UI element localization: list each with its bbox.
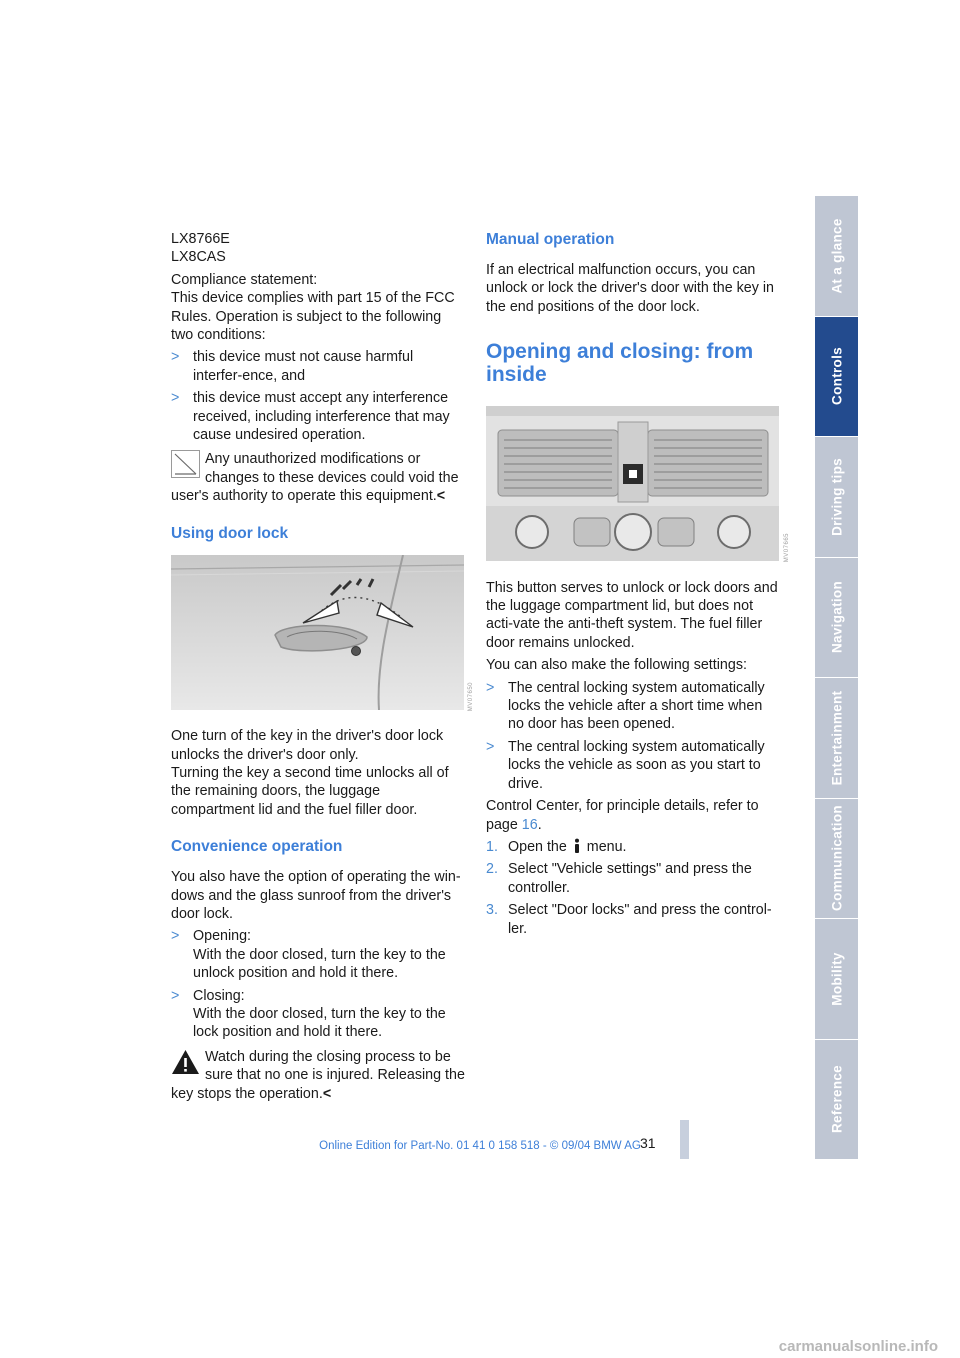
tab-navigation[interactable]: Navigation xyxy=(815,558,858,678)
convenience-text: You also have the option of operating the win-dows and the glass sunroof from the driver's door lock. xyxy=(171,869,461,922)
tab-mobility[interactable]: Mobility xyxy=(815,919,858,1039)
bullet-item: > The central locking system automatically locks the vehicle as soon as you start to drive. xyxy=(486,738,765,792)
info-menu-icon xyxy=(572,838,582,854)
right-column xyxy=(486,230,790,942)
image-ref-code: MV07650 xyxy=(467,681,474,712)
step-number: 1. xyxy=(486,838,498,855)
heading-opening-closing-inside: Opening and closing: from inside xyxy=(486,340,754,387)
step-item: 2. Select "Vehicle settings" and press the controller. xyxy=(486,861,752,896)
intro-line: LX8CAS xyxy=(171,249,226,266)
note-text-cont: user's authority to operate this equipment.< xyxy=(171,488,446,505)
left-column xyxy=(171,230,474,1107)
bullet-marker: > xyxy=(171,390,180,407)
page-link[interactable]: 16 xyxy=(521,816,538,833)
door-lock-text: Turning the key a second time unlocks all of the remaining doors, the luggage compartment lid and the fuel filler door. xyxy=(171,764,449,818)
bullet-marker: > xyxy=(171,349,180,366)
settings-intro: You can also make the following settings: xyxy=(486,657,747,674)
center-console-image xyxy=(486,406,790,566)
note-box xyxy=(171,450,466,505)
footer-edition: Online Edition for Part-No. 01 41 0 158 518 - © 09/04 BMW AG xyxy=(319,1140,641,1152)
tab-entertainment[interactable]: Entertainment xyxy=(815,678,858,798)
chapter-sidebar xyxy=(815,196,858,1160)
bullet-marker: > xyxy=(171,928,180,945)
door-lock-image xyxy=(171,555,474,715)
heading-manual-operation: Manual operation xyxy=(486,231,615,248)
bullet-item: > The central locking system automatically locks the vehicle after a short time when no door has been opened. xyxy=(486,679,765,733)
note-text: Any unauthorized modifications or changes to these devices could void the xyxy=(205,451,459,486)
control-center-text: Control Center, for principle details, refer to page 16. xyxy=(486,798,759,833)
tab-reference[interactable]: Reference xyxy=(815,1040,858,1160)
tab-controls[interactable]: Controls xyxy=(815,317,858,437)
tab-communication[interactable]: Communication xyxy=(815,799,858,919)
bullet-item: > this device must accept any interference received, including interference that may cause undesired operation. xyxy=(171,390,450,444)
end-mark: < xyxy=(322,1085,332,1102)
image-ref-code: MV07665 xyxy=(783,533,790,563)
warning-icon xyxy=(171,1048,200,1076)
bullet-marker: > xyxy=(486,679,495,696)
manual-text: If an electrical malfunction occurs, you can unlock or lock the driver's door with the key in the end positions of the door lock. xyxy=(486,262,775,315)
step-number: 3. xyxy=(486,902,498,919)
warning-text-cont: key stops the operation.< xyxy=(171,1085,332,1102)
bullet-item: > Opening: With the door closed, turn the key to the unlock position and hold it there. xyxy=(171,928,446,982)
page-number: 31 xyxy=(640,1135,656,1151)
center-console-illustration xyxy=(486,406,779,561)
end-mark: < xyxy=(436,488,446,505)
bullet-marker: > xyxy=(171,987,180,1004)
intro-line: LX8766E xyxy=(171,231,230,247)
tab-at-a-glance[interactable]: At a glance xyxy=(815,196,858,316)
door-handle-illustration xyxy=(171,555,464,710)
warning-box xyxy=(171,1048,466,1103)
step-number: 2. xyxy=(486,861,498,878)
watermark: carmanualsonline.info xyxy=(778,1338,938,1355)
tab-driving-tips[interactable]: Driving tips xyxy=(815,437,858,557)
bullet-item: > Closing: With the door closed, turn the key to the lock position and hold it there. xyxy=(171,987,446,1041)
compliance-label: Compliance statement: xyxy=(171,271,318,288)
button-text: This button serves to unlock or lock doors and the luggage compartment lid, but does not acti-vate the anti-theft system. The fuel filler door remains unlocked. xyxy=(486,579,778,651)
note-icon xyxy=(171,450,200,478)
compliance-text: This device complies with part 15 of the FCC Rules. Operation is subject to the following two conditions: xyxy=(171,290,455,344)
heading-convenience-operation: Convenience operation xyxy=(171,838,343,856)
door-lock-text: One turn of the key in the driver's door lock unlocks the driver's door only. xyxy=(171,728,444,763)
step-item: 3. Select "Door locks" and press the control-ler. xyxy=(486,902,772,937)
heading-using-door-lock: Using door lock xyxy=(171,524,289,542)
warning-text: Watch during the closing process to be sure that no one is injured. Releasing the xyxy=(205,1048,465,1084)
step-item: 1. Open the menu. xyxy=(486,838,627,855)
bullet-item: > this device must not cause harmful interfer-ence, and xyxy=(171,349,414,384)
bullet-marker: > xyxy=(486,738,495,755)
